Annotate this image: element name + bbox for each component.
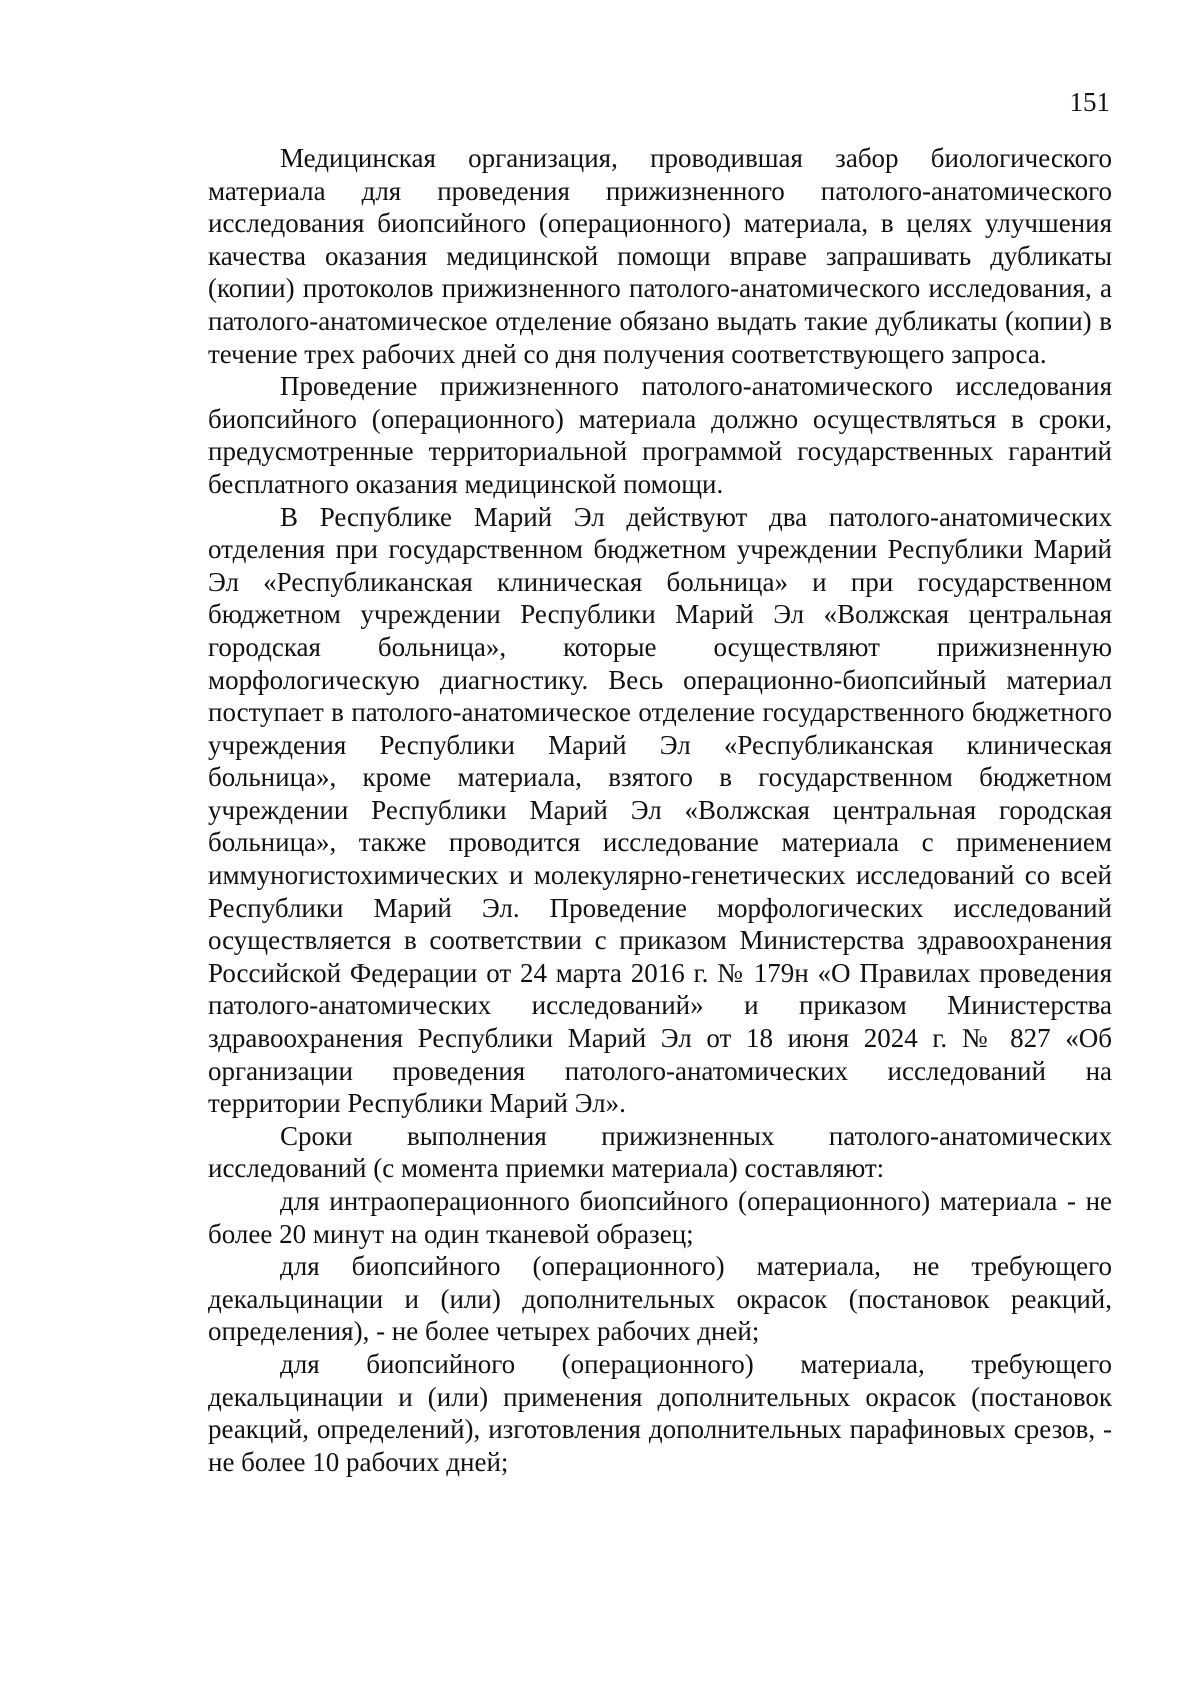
paragraph-term-decalcination: для биопсийного (операционного) материала, требующего декальцинации и (или) применения дополнительных окрасок (постановок реакций, определений), изготовления дополнительных парафиновых срезов, - не более 10 рабочих дней; bbox=[208, 1348, 1112, 1477]
page-number: 151 bbox=[1069, 87, 1110, 117]
paragraph-term-no-decalcination: для биопсийного (операционного) материала, не требующего декальцинации и (или) дополнительных окрасок (постановок реакций, определения), - не более четырех рабочих дней; bbox=[208, 1251, 1112, 1347]
paragraph-terms-intro: Сроки выполнения прижизненных патолого-анатомических исследований (с момента приемки материала) составляют: bbox=[208, 1120, 1112, 1184]
paragraph-term-intraoperative: для интраоперационного биопсийного (операционного) материала - не более 20 минут на один тканевой образец; bbox=[208, 1186, 1112, 1249]
paragraph-terms-general: Проведение прижизненного патолого-анатомического исследования биопсийного (операционного) материала должно осуществляться в сроки, предусмотренные территориальной программой государственных гарантий бесплатного оказания медицинской помощи. bbox=[208, 371, 1112, 499]
paragraph-duplicates-request: Медицинская организация, проводившая забор биологического материала для проведения прижизненного патолого-анатомического исследования биопсийного (операционного) материала, в целях улучшения качества оказания медицинской помощи вправе запрашивать дубликаты (копии) протоколов прижизненного патолого-анатомического исследования, а патолого-анатомическое отделение обязано выдать такие дубликаты (копии) в течение трех рабочих дней со дня получения соответствующего запроса. bbox=[208, 143, 1112, 369]
document-body bbox=[208, 142, 1112, 1478]
paragraph-departments: В Республике Марий Эл действуют два патолого-анатомических отделения при государственном бюджетном учреждении Республики Марий Эл «Республиканская клиническая больница» и при государственном бюджетном учреждении Республики Марий Эл «Волжская центральная городская больница», которые осуществляют прижизненную морфологическую диагностику. Весь операционно-биопсийный материал поступает в патолого-анатомическое отделение государственного бюджетного учреждения Республики Марий Эл «Республиканская клиническая больница», кроме материала, взятого в государственном бюджетном учреждении Республики Марий Эл «Волжская центральная городская больница», также проводится исследование материала с применением иммуногистохимических и молекулярно-генетических исследований со всей Республики Марий Эл. Проведение морфологических исследований осуществляется в соответствии с приказом Министерства здравоохранения Российской Федерации от 24 марта 2016 г. № 179н «О Правилах проведения патолого-анатомических исследований» и приказом Министерства здравоохранения Республики Марий Эл от 18 июня 2024 г. № 827 «Об организации проведения патолого-анатомических исследований на территории Республики Марий Эл». bbox=[208, 501, 1112, 1119]
